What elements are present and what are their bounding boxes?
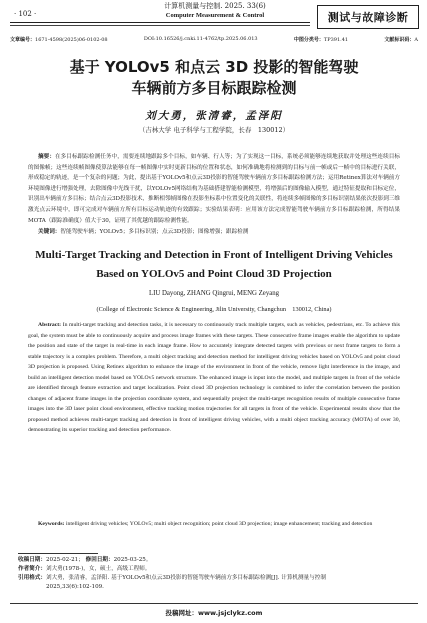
article-id-value: 1671-4598(2025)06-0102-08 xyxy=(35,37,108,43)
clc-value: TP391.41 xyxy=(323,37,349,43)
abstract-cn-label: 摘要： xyxy=(38,154,55,160)
revised-date: 2025-03-25。 xyxy=(113,557,152,563)
clc-label: 中图分类号： xyxy=(293,37,324,43)
affiliation-cn: （吉林大学 电子科学与工程学院，长春 130012） xyxy=(138,126,290,134)
footnote-rule xyxy=(18,553,98,554)
journal-title-en: Computer Measurement & Control xyxy=(165,12,265,19)
title-cn-line2: 车辆前方多目标跟踪检测 xyxy=(131,79,297,97)
keywords-en-text: intelligent driving vehicles; YOLOv5; multi object recognition; point cloud 3D projection; image enhancement; tracking and detection xyxy=(65,521,373,527)
article-id xyxy=(10,36,108,43)
revised-label: 修回日期： xyxy=(85,557,114,563)
affiliation-en: (College of Electronic Science & Engineering, Jilin University, Changchun 130012, China) xyxy=(96,306,332,313)
citation-text-line2: 2025,33(6):102-109. xyxy=(46,584,104,590)
keywords-cn xyxy=(28,227,400,237)
section-badge: 测试与故障诊断 xyxy=(317,5,419,29)
paper-title-en xyxy=(10,246,418,284)
title-en-line1: Multi-Target Tracking and Detection in Front of Intelligent Driving Vehicles xyxy=(35,249,393,261)
abstract-en-text: In multi-target tracking and detection tasks, it is necessary to continuously track multiple targets, such as vehicles, pedestrians, etc. To achieve this goal, the system must be able to continuously acquire and process image frames with these targets. These consecutive frame images enable the algorithm to update the position and state of the target in real-time in each image frame. How to accurately integrate detected targets with previous or next frame targets to form a stable trajectory is a complex problem. Therefore, a multi object tracking and detection method for intelligent driving vehicles based on YOLOv5 and point cloud 3D projection is proposed. Using Retinex algorithm to enhance the image of the environment in front of the vehicle, remove light interference in the image, and build an intelligent detection model based on YOLOv5 network structure. The enhanced image is input into the model, and multiple targets in front of the vehicle are identified through feature extraction and target localization. Point cloud 3D projection technology is combined to infer the correlation between the position changes of adjacent frame images in the projection coordinate system, and sequentially project the multi-target recognition results of multiple consecutive frame images into the 3D laser point cloud environment, effective tracking motion trajectories for all targets in front of the vehicle. Experimental results show that the proposed method achieves multi-target tracking and detection in front of intelligent driving vehicles, with a multi object tracking accuracy (MOTA) of over 30, demonstrating its superior tracking and detection performance. xyxy=(28,322,400,434)
keywords-cn-label: 关键词： xyxy=(38,229,61,235)
journal-title-cn: 计算机测量与控制. 2025. 33(6) xyxy=(164,2,266,10)
paper-title-cn xyxy=(10,57,418,99)
keywords-en-label: Keywords: xyxy=(38,521,65,527)
keywords-en xyxy=(28,519,400,530)
doi: DOI:10.16526/j.cnki.11-4762/tp.2025.06.013 xyxy=(143,36,258,42)
abstract-cn xyxy=(28,152,400,226)
document-code xyxy=(384,36,418,43)
title-en-line2: Based on YOLOv5 and Point Cloud 3D Projection xyxy=(96,268,332,280)
author-bio-label: 作者简介： xyxy=(18,566,46,572)
authors-en: LIU Dayong, ZHANG Qingrui, MENG Zeyang xyxy=(148,290,280,297)
header-rule-thin xyxy=(10,25,310,26)
page-number: · 102 · xyxy=(14,10,37,18)
doc-code-label: 文献标识码： xyxy=(384,37,415,43)
received-label: 收稿日期： xyxy=(18,557,46,563)
keywords-cn-text: 智能驾驶车辆；YOLOv5；多目标识别；点云3D投影；图像增强；跟踪检测 xyxy=(60,229,249,235)
abstract-en xyxy=(28,320,400,436)
title-cn-line1: 基于 YOLOv5 和点云 3D 投影的智能驾驶 xyxy=(69,58,359,76)
header-rule xyxy=(10,22,310,23)
abstract-cn-text: 在多目标跟踪检测任务中，需要连续地跟踪多个目标，如车辆、行人等；为了实现这一目标，系统必须能够连续地获取并处理这些连续目标的图像帧；这些连续帧图像使算法能够在每一帧图像中实时更新目标的位置和状态，如何准确地将检测到的目标与前一帧或后一帧中的目标进行关联，形成稳定的轨迹，是一个复杂的问题；为此，提出基于YOLOv5和点云3D投影的智能驾驶车辆前方多目标跟踪检测方法；运用Retinex算法对车辆前方环境图像进行增强处理，去除图像中光线干扰，以YOLOv5网络结构为基础搭建智能检测模型，将增强后的图像输入模型，通过特征提取和目标定位，识别出车辆前方多目标；结合点云3D投影技术，推断相邻帧图像在投影坐标系中位置变化的关联性，将连续多帧图像的多目标识别结果依次投影到三维激光点云环境中，即可完成对车辆前方所有目标运动轨迹的有效跟踪；实验结果表明：应用该方法完成智能驾驶车辆前方多目标跟踪检测，所得结果MOTA（跟踪准确度）值大于30，证明了其优越的跟踪检测性能。 xyxy=(28,154,400,224)
abstract-en-label: Abstract: xyxy=(38,322,62,328)
authors-cn: 刘大勇，张清睿，孟泽阳 xyxy=(145,110,283,122)
doc-code-value: A xyxy=(414,37,418,43)
author-bio: 刘大勇(1978-)，女，硕士，高级工程师。 xyxy=(45,566,151,572)
citation-text-line1: 刘大勇，张清睿，孟泽阳. 基于YOLOv5和点云3D投影的智能驾驶车辆前方多目标跟踪检测[J]. 计算机测量与控制 xyxy=(45,575,326,581)
clc-number xyxy=(294,36,348,43)
received-date: 2025-02-21； xyxy=(45,557,84,563)
citation-label: 引用格式： xyxy=(18,575,46,581)
article-id-label: 文章编号： xyxy=(10,37,36,43)
bottom-rule xyxy=(10,603,418,604)
submission-website: 投稿网址：www.jsjclykz.com xyxy=(165,609,263,617)
article-meta-row xyxy=(10,36,418,43)
